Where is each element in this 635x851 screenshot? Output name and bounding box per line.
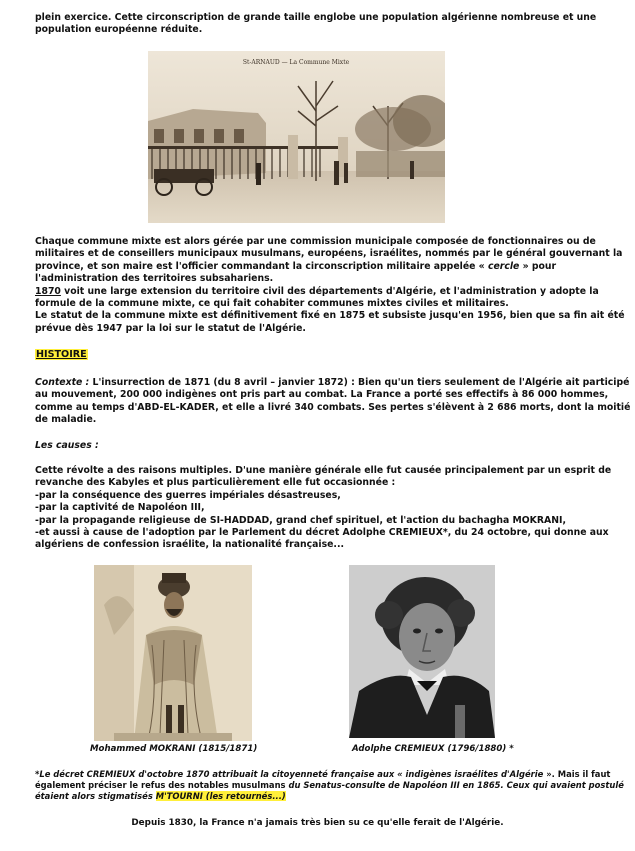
commune-line-1: Chaque commune mixte est alors gérée par une commission municipale composée de fonctionnaires ou de [35,236,596,247]
causes-line-4: -par la captivité de Napoléon III, [35,502,205,514]
commune-line-8: prévue dès 1947 par la loi sur le statut de l'Algérie. [35,322,306,334]
intro-line-1: plein exercice. Cette circonscription de grande taille englobe une population algérienne nombreuse et une [35,12,597,23]
commune-line-6: formule de la commune mixte, ce qui fait cohabiter communes mixtes civiles et militaires. [35,298,509,310]
causes-line-1: Cette révolte a des raisons multiples. D'une manière générale elle fut causée principalement par un esprit de [35,465,612,476]
contexte-paragraph [35,377,631,427]
histoire-heading: HISTOIRE [36,349,87,360]
cremieux-caption: Adolphe CREMIEUX (1796/1880) * [352,744,514,754]
footnote-line-1 [35,769,611,780]
commune-line-3-post: » pour [519,260,557,272]
contexte-line-1 [35,377,630,389]
intro-line-2: population européenne réduite. [35,24,203,36]
footnote [35,769,624,802]
year-1870: 1870 [35,285,61,297]
causes-line-6: -et aussi à cause de l'adoption par le Parlement du décret Adolphe CREMIEUX*, du 24 octobre, qui donne aux [35,527,609,539]
contexte-line-3: comme au temps d'ABD-EL-KADER, et elle a livré 340 combats. Ses pertes s'élèvent à 2 686 morts, dont la moitié [35,401,631,413]
commune-line-3-pre: province, et son maire est l'officier commandant la circonscription militaire appelée « [35,260,488,272]
contexte-line-4: de maladie. [35,414,97,426]
contexte-line-2: au mouvement, 200 000 indigènes ont pris part au combat. La France a porté ses effectifs à 86 000 hommes, [35,389,609,401]
footnote-line-2-pre: également préciser le refus des notables musulmans [35,780,289,790]
commune-mixte-photo [148,51,445,223]
causes-heading: Les causes : [35,440,99,451]
mtourni-highlight: M'TOURNI (les retournés...) [155,791,286,801]
footnote-line-1-post: ». Mais il faut [543,769,611,779]
commune-paragraph [35,236,625,335]
footnote-line-1-em: indigènes israélites d'Algérie [405,769,544,779]
causes-line-7: algériens de confession israélite, la nationalité française... [35,539,345,551]
footnote-line-1-pre: *Le décret CREMIEUX d'octobre 1870 attribuait la citoyenneté française aux « [35,769,406,779]
footnote-line-2-em: du Senatus-consulte de Napoléon III en 1865. Ceux qui avaient postulé [288,780,624,790]
commune-line-7: Le statut de la commune mixte est définitivement fixé en 1875 et subsiste jusqu'en 1956, bien que sa fin ait été [35,310,625,322]
causes-line-5: -par la propagande religieuse de SI-HADDAD, grand chef spirituel, et l'action du bachagha MOKRANI, [35,514,567,526]
cremieux-portrait [349,565,495,738]
footnote-line-2 [35,780,624,791]
contexte-line-1-rest: L'insurrection de 1871 (du 8 avril – janvier 1872) : Bien qu'un tiers seulement de l'Algérie ait participé [89,377,630,388]
footnote-line-3 [35,791,603,802]
causes-paragraph [35,465,612,552]
causes-line-2: revanche des Kabyles et plus particulièrement elle fut occasionnée : [35,477,396,489]
commune-line-5-rest: voit une large extension du territoire civil des départements d'Algérie, et l'administration y adopte la [60,285,599,297]
mokrani-portrait [94,565,252,741]
footnote-line-3-pre: étaient alors stigmatisés [35,791,156,801]
closing-sentence: Depuis 1830, la France n'a jamais très bien su ce qu'elle ferait de l'Algérie. [131,818,504,828]
commune-line-2: militaires et de conseillers municipaux musulmans, européens, israélites, nommés par le général gouvernant la [35,248,623,260]
cercle-term: cercle [487,260,520,272]
mokrani-caption: Mohammed MOKRANI (1815/1871) [90,744,258,754]
intro-paragraph [35,12,603,37]
photo-title: St-ARNAUD — La Commune Mixte [242,59,350,66]
commune-line-4: l'administration des territoires subsahariens. [35,273,274,285]
commune-line-3 [35,261,603,273]
commune-line-5 [35,286,603,298]
causes-line-3: -par la conséquence des guerres impériales désastreuses, [35,489,341,501]
contexte-label: Contexte : [35,377,90,388]
